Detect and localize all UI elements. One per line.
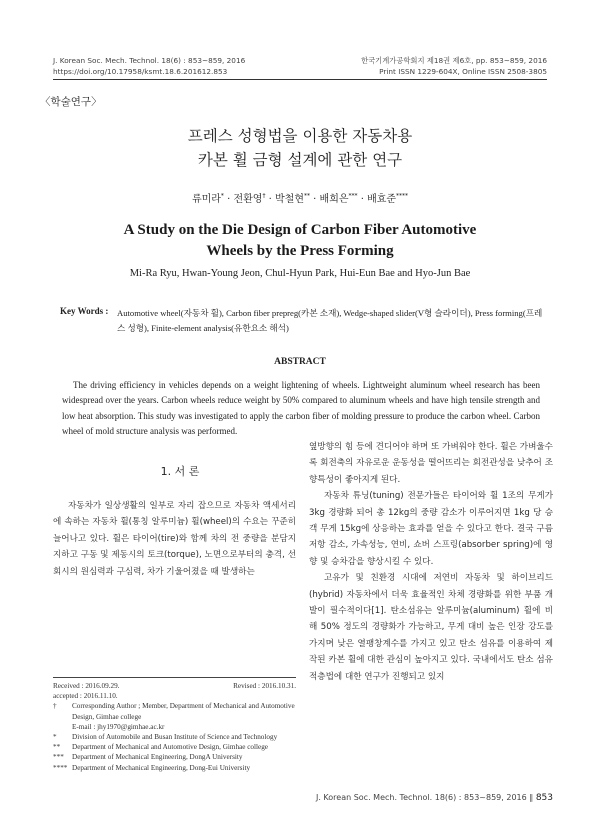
title-ko-line1: 프레스 성형법을 이용한 자동차용 xyxy=(187,127,413,145)
authors-ko: 류미라* · 전환영† · 박철현** · 배희은*** · 배효준**** xyxy=(191,192,409,205)
body-paragraph: 자동차 튜닝(tuning) 전문가들은 타이어와 휠 1조의 무게가 3kg 경량화 되어 총 12kg의 중량 감소가 이루어지면 1kg 당 승객 무게 15kg에 상응하는 효과를 얻을 수 있다고 한다. 결국 구름저항 감소, 가속성능, 연비, 쇼버 스프링(absorber spring)에 영향 및 승차감을 향상시킬 수 있다. xyxy=(309,491,553,567)
body-paragraph: 자동차가 일상생활의 일부로 자리 잡으므로 자동차 액세서리에 속하는 자동차 휠(통칭 알루미늄) 휠(wheel)의 수요는 꾸준히 늘어나고 있다. 휠은 타이어(tire)와 함께 차의 전 중량을 분담지지하고 구동 및 제동시의 토크(torque), 노면으로부터의 충격, 선회시의 원심력과 구심력, 차가 기울어졌을 때 발생하는 xyxy=(53,501,296,577)
article-category: 〈학술연구〉 xyxy=(40,96,102,108)
left-column xyxy=(53,498,296,580)
footnote-mark: *** xyxy=(53,753,64,762)
footnote-mark: ** xyxy=(53,743,61,752)
footer-separator: ∥ xyxy=(529,793,536,802)
doi-link[interactable]: https://doi.org/10.17958/ksmt.18.6.201612.853 xyxy=(53,67,228,76)
page-footer xyxy=(316,793,553,803)
footnote-rule xyxy=(53,677,296,678)
header-rule xyxy=(53,79,547,80)
author-ko-mark: * xyxy=(220,192,224,200)
footnote-text: Department of Mechanical Engineering, DongA University xyxy=(72,753,243,762)
author-ko-name: 배효준 xyxy=(367,194,397,205)
journal-citation xyxy=(53,55,245,77)
author-ko-mark: **** xyxy=(396,192,409,200)
author-ko-mark: ** xyxy=(303,192,310,200)
footnote-item xyxy=(53,763,296,773)
keywords-text: Automotive wheel(자동차 휠), Carbon fiber prepreg(카본 소재), Wedge-shaped slider(V형 슬라이더), Press forming(프레스 성형), Finite-element analysis(유한요소 해석) xyxy=(117,308,543,333)
author-ko-name: 류미라 xyxy=(191,194,221,205)
footnote-mark: * xyxy=(53,733,57,742)
journal-volume-line: 한국기계가공학회지 제18권 제6호, pp. 853~859, 2016 xyxy=(361,56,547,65)
footnote-item xyxy=(53,722,296,732)
footer-citation: J. Korean Soc. Mech. Technol. 18(6) : 853~859, 2016 xyxy=(315,793,527,802)
revised-date: Revised : 2016.10.31. xyxy=(233,682,296,690)
footnote-mark xyxy=(53,722,72,732)
section-title: 1. 서 론 xyxy=(160,465,200,478)
footnote-text: Corresponding Author ; Member, Department of Mechanical and Automotive Design, Gimhae college xyxy=(72,702,295,721)
received-revised-row xyxy=(53,681,296,691)
footnote-item xyxy=(53,752,296,762)
footnotes xyxy=(53,681,296,773)
journal-info xyxy=(361,55,547,77)
footnote-text: Department of Mechanical and Automotive Design, Gimhae college xyxy=(72,743,268,752)
author-ko-name: 배희은 xyxy=(319,194,349,205)
author-ko-name: 전환영 xyxy=(233,194,263,205)
citation-line: J. Korean Soc. Mech. Technol. 18(6) : 853~859, 2016 xyxy=(53,56,246,65)
page-number: 853 xyxy=(535,793,553,803)
title-en-line1: A Study on the Die Design of Carbon Fiber Automotive xyxy=(123,222,477,238)
title-ko-line2: 카본 휠 금형 설계에 관한 연구 xyxy=(197,151,403,169)
issn-line: Print ISSN 1229-604X, Online ISSN 2508-3805 xyxy=(379,67,547,76)
footnote-text: Division of Automobile and Busan Institute of Science and Technology xyxy=(72,733,278,742)
body-paragraph: 고유가 및 친환경 시대에 저연비 자동차 및 하이브리드(hybrid) 자동차에서 더욱 효율적인 차체 경량화를 위한 부품 개발이 필수적이다[1]. 탄소섬유는 알루미늄(aluminum) 휠에 비해 50% 정도의 경량화가 가능하고, 무게 대비 높은 인장 강도를 가지며 낮은 열팽창계수를 가지고 있고 탄소 섬유를 이용하여 제작된 카본 휠에 대한 관심이 높아지고 있다. 국내에서도 탄소 섬유 적층법에 대한 연구가 진행되고 있지 xyxy=(309,573,553,682)
footnote-item xyxy=(53,742,296,752)
keywords-label: Key Words : xyxy=(60,306,109,316)
right-column xyxy=(309,439,553,685)
author-ko-mark: † xyxy=(262,192,266,200)
body-paragraph: 옆방향의 힘 등에 견디어야 하며 또 가벼워야 한다. 휠은 가벼울수록 회전축의 자유로운 운동성을 떨어뜨리는 회전관성을 낮추어 조향특성이 좋아지게 된다. xyxy=(309,442,553,485)
author-ko-mark: *** xyxy=(348,192,358,200)
footnote-mark: **** xyxy=(53,763,68,772)
footnote-text: Department of Mechanical Engineering, Dong-Eui University xyxy=(72,763,251,772)
title-en-line2: Wheels by the Press Forming xyxy=(206,243,394,259)
abstract-text: The driving efficiency in vehicles depends on a weight lightening of wheels. Lightweight aluminum wheel research has been widespread over the years. Carbon wheels reduce weight by 50% compared to aluminum wheels and have high tensile strength and low heat absorption. This study was investigated to apply the carbon fiber of molding pressure to produce the carbon wheel. Carbon wheel of mold structure analysis was performed. xyxy=(62,380,540,436)
author-ko-name: 박철현 xyxy=(275,194,304,205)
footnote-item xyxy=(53,732,296,742)
footnote-mark: † xyxy=(53,702,57,711)
footnote-item xyxy=(53,701,296,721)
authors-en: Mi-Ra Ryu, Hwan-Young Jeon, Chul-Hyun Park, Hui-Eun Bae and Hyo-Jun Bae xyxy=(129,268,471,279)
abstract-title: ABSTRACT xyxy=(274,357,326,367)
received-date: Received : 2016.09.29. xyxy=(53,682,120,690)
accepted-date: accepted : 2016.11.10. xyxy=(53,692,118,701)
email-link[interactable]: E-mail : jhy1970@gimhae.ac.kr xyxy=(72,722,165,731)
